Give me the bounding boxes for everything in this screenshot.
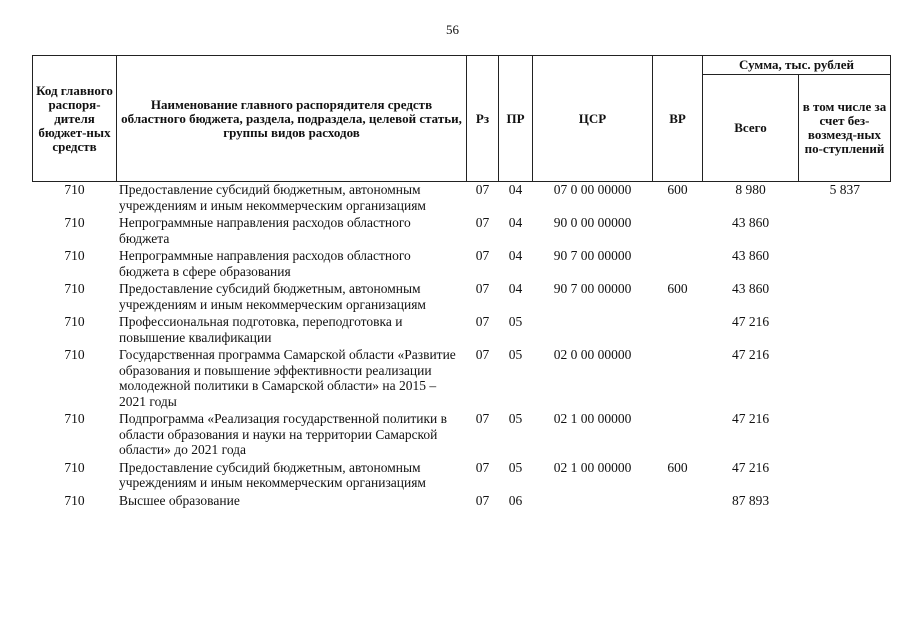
- cell-total: 8 980: [735, 182, 766, 197]
- cell-total: 47 216: [731, 459, 770, 475]
- table-row: [33, 215, 891, 248]
- cell-incl: [799, 215, 891, 248]
- cell-name: Высшее образование: [119, 492, 240, 508]
- cell-pr: 04: [508, 281, 523, 296]
- cell-rz: 07: [475, 459, 490, 475]
- cell-name: Непрограммные направления расходов областного бюджета: [119, 215, 411, 246]
- header-code: Код главного распоря-дителя бюджет-ных средств: [33, 56, 117, 182]
- cell-csr: [533, 314, 653, 347]
- cell-vr: [653, 314, 703, 347]
- cell-incl: [799, 460, 891, 493]
- cell-incl: 5 837: [829, 182, 860, 197]
- cell-name: Профессиональная подготовка, переподготовка и повышение квалификации: [119, 314, 403, 345]
- cell-csr: 02 1 00 00000: [553, 411, 632, 426]
- cell-total: 47 216: [731, 411, 770, 426]
- cell-rz: 07: [475, 281, 490, 296]
- cell-csr: [533, 493, 653, 511]
- cell-code: 710: [64, 314, 85, 329]
- cell-vr: [653, 347, 703, 411]
- cell-total: 43 860: [731, 248, 770, 263]
- budget-table: [32, 55, 891, 510]
- cell-code: 710: [64, 459, 85, 475]
- table-row: [33, 347, 891, 411]
- cell-vr: [653, 215, 703, 248]
- table-row: [33, 411, 891, 460]
- cell-vr: [653, 411, 703, 460]
- header-total: Всего: [703, 75, 799, 182]
- header-sum: Сумма, тыс. рублей: [703, 56, 891, 75]
- cell-csr: 02 1 00 00000: [553, 459, 632, 475]
- cell-total: 87 893: [731, 492, 770, 508]
- cell-csr: 90 7 00 00000: [553, 248, 632, 263]
- cell-rz: 07: [475, 248, 490, 263]
- cell-pr: 06: [508, 492, 523, 508]
- table-row: [33, 182, 891, 216]
- table-row: [33, 248, 891, 281]
- cell-code: 710: [64, 281, 85, 296]
- header-pr: ПР: [499, 56, 533, 182]
- header-incl: в том числе за счет без-возмезд-ных по-ступлений: [799, 75, 891, 182]
- table-row: [33, 314, 891, 347]
- page-number: 56: [446, 22, 459, 37]
- cell-pr: 04: [508, 182, 523, 197]
- cell-csr: 90 7 00 00000: [553, 281, 632, 296]
- cell-pr: 05: [508, 314, 523, 329]
- cell-total: 43 860: [731, 281, 770, 296]
- cell-code: 710: [64, 215, 85, 230]
- cell-rz: 07: [475, 347, 490, 362]
- table-row: [33, 493, 891, 511]
- cell-rz: 07: [475, 215, 490, 230]
- cell-code: 710: [64, 182, 85, 197]
- cell-rz: 07: [475, 314, 490, 329]
- cell-rz: 07: [475, 411, 490, 426]
- cell-vr: [653, 493, 703, 511]
- cell-vr: [653, 248, 703, 281]
- cell-rz: 07: [475, 182, 490, 197]
- cell-pr: 05: [508, 347, 523, 362]
- cell-incl: [799, 281, 891, 314]
- cell-name: Предоставление субсидий бюджетным, автономным учреждениям и иным некоммерческим организациям: [119, 281, 426, 312]
- cell-total: 47 216: [731, 314, 770, 329]
- cell-vr: 600: [667, 281, 688, 296]
- table-row: [33, 460, 891, 493]
- cell-rz: 07: [475, 492, 490, 508]
- cell-incl: [799, 493, 891, 511]
- cell-csr: 90 0 00 00000: [553, 215, 632, 230]
- cell-incl: [799, 347, 891, 411]
- cell-pr: 04: [508, 248, 523, 263]
- header-vr: ВР: [653, 56, 703, 182]
- cell-pr: 05: [508, 459, 523, 475]
- cell-total: 43 860: [731, 215, 770, 230]
- cell-name: Предоставление субсидий бюджетным, автономным учреждениям и иным некоммерческим организациям: [119, 459, 426, 490]
- cell-total: 47 216: [731, 347, 770, 362]
- cell-vr: 600: [667, 459, 688, 475]
- header-name: Наименование главного распорядителя средств областного бюджета, раздела, подраздела, целевой статьи, группы видов расходов: [117, 56, 467, 182]
- cell-csr: 02 0 00 00000: [553, 347, 632, 362]
- cell-code: 710: [64, 347, 85, 362]
- cell-code: 710: [64, 492, 85, 508]
- header-rz: Рз: [467, 56, 499, 182]
- cell-vr: 600: [667, 182, 688, 197]
- cell-pr: 05: [508, 411, 523, 426]
- table-row: [33, 281, 891, 314]
- cell-code: 710: [64, 411, 85, 426]
- header-csr: ЦСР: [533, 56, 653, 182]
- cell-csr: 07 0 00 00000: [553, 182, 632, 197]
- cell-name: Подпрограмма «Реализация государственной политики в области образования и науки на территории Самарской области» до 2021 года: [119, 411, 448, 457]
- cell-pr: 04: [508, 215, 523, 230]
- cell-incl: [799, 248, 891, 281]
- cell-name: Государственная программа Самарской области «Развитие образования и повышение эффективности реализации молодежной политики в Самарской области» на 2015 – 2021 годы: [119, 347, 456, 409]
- cell-code: 710: [64, 248, 85, 263]
- cell-name: Предоставление субсидий бюджетным, автономным учреждениям и иным некоммерческим организациям: [119, 182, 426, 213]
- cell-incl: [799, 314, 891, 347]
- cell-incl: [799, 411, 891, 460]
- cell-name: Непрограммные направления расходов областного бюджета в сфере образования: [119, 248, 411, 279]
